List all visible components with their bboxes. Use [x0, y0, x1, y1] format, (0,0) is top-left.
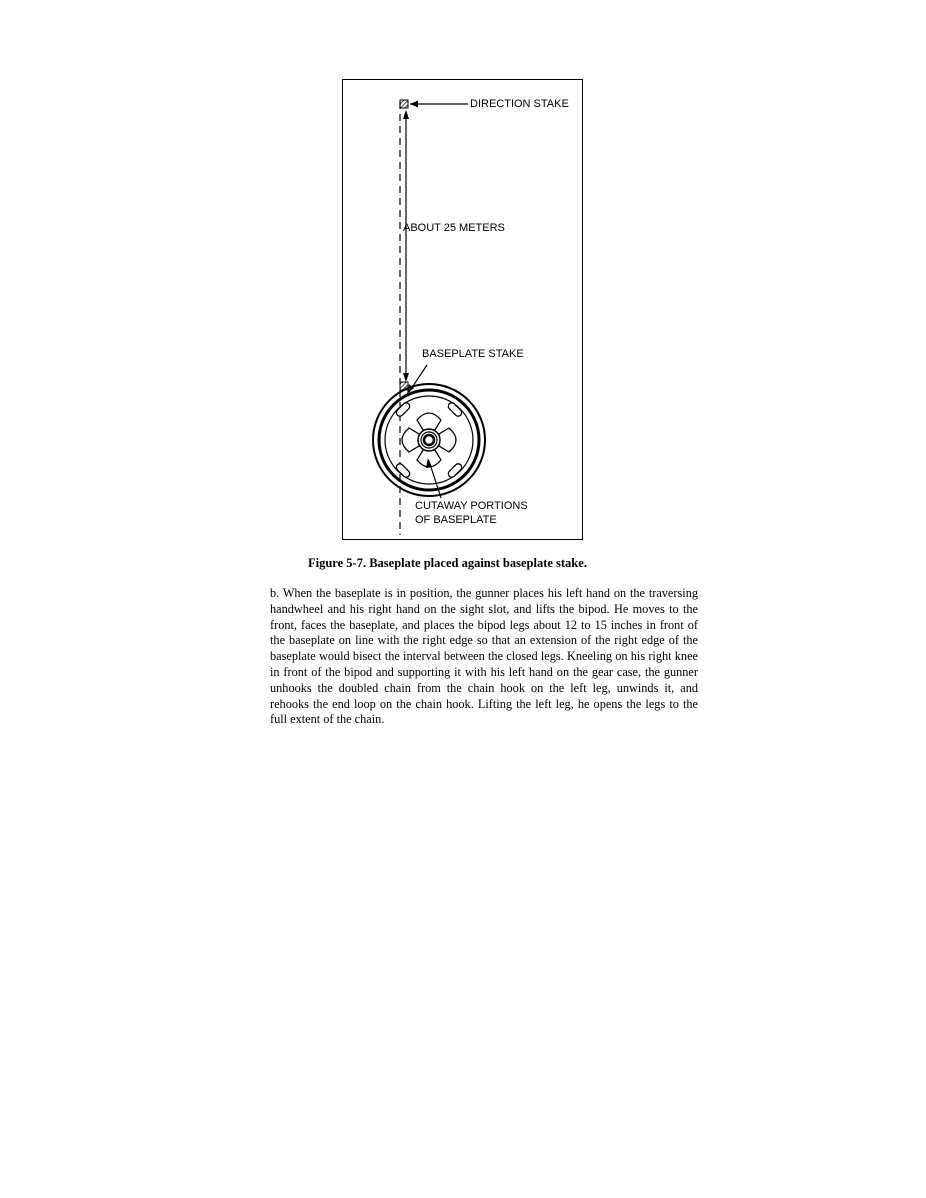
body-paragraph: b. When the baseplate is in position, the gunner places his left hand on the traversing handwheel and his right hand on the sight slot, and lifts the bipod. He moves to the front, faces the baseplate, and places the bipod legs about 12 to 15 inches in front of the baseplate on line with the right edge so that an extension of the right edge of the baseplate would bisect the interval between the closed legs. Kneeling on his right knee in front of the bipod and supporting it with his left hand on the gear case, the gunner unhooks the doubled chain from the chain hook on the left leg, unwinds it, and rehooks the end loop on the chain hook. Lifting the left leg, he opens the legs to the full extent of the chain.	[270, 586, 698, 727]
cutaway-label-line1: CUTAWAY PORTIONS	[415, 500, 528, 512]
distance-label: ABOUT 25 METERS	[403, 222, 505, 234]
baseplate	[373, 384, 485, 496]
figure-caption: Figure 5-7. Baseplate placed against baseplate stake.	[308, 556, 587, 570]
figure-5-7	[342, 79, 583, 540]
cutaway-label-line2: OF BASEPLATE	[415, 514, 497, 526]
distance-arrow-top	[403, 110, 409, 119]
distance-arrow-bottom	[403, 373, 409, 382]
direction-stake-marker	[400, 100, 408, 108]
direction-stake-arrowhead	[410, 101, 418, 108]
baseplate-stake-label: BASEPLATE STAKE	[422, 348, 524, 360]
direction-stake-label: DIRECTION STAKE	[470, 98, 569, 110]
baseplate-diagram	[343, 80, 584, 541]
